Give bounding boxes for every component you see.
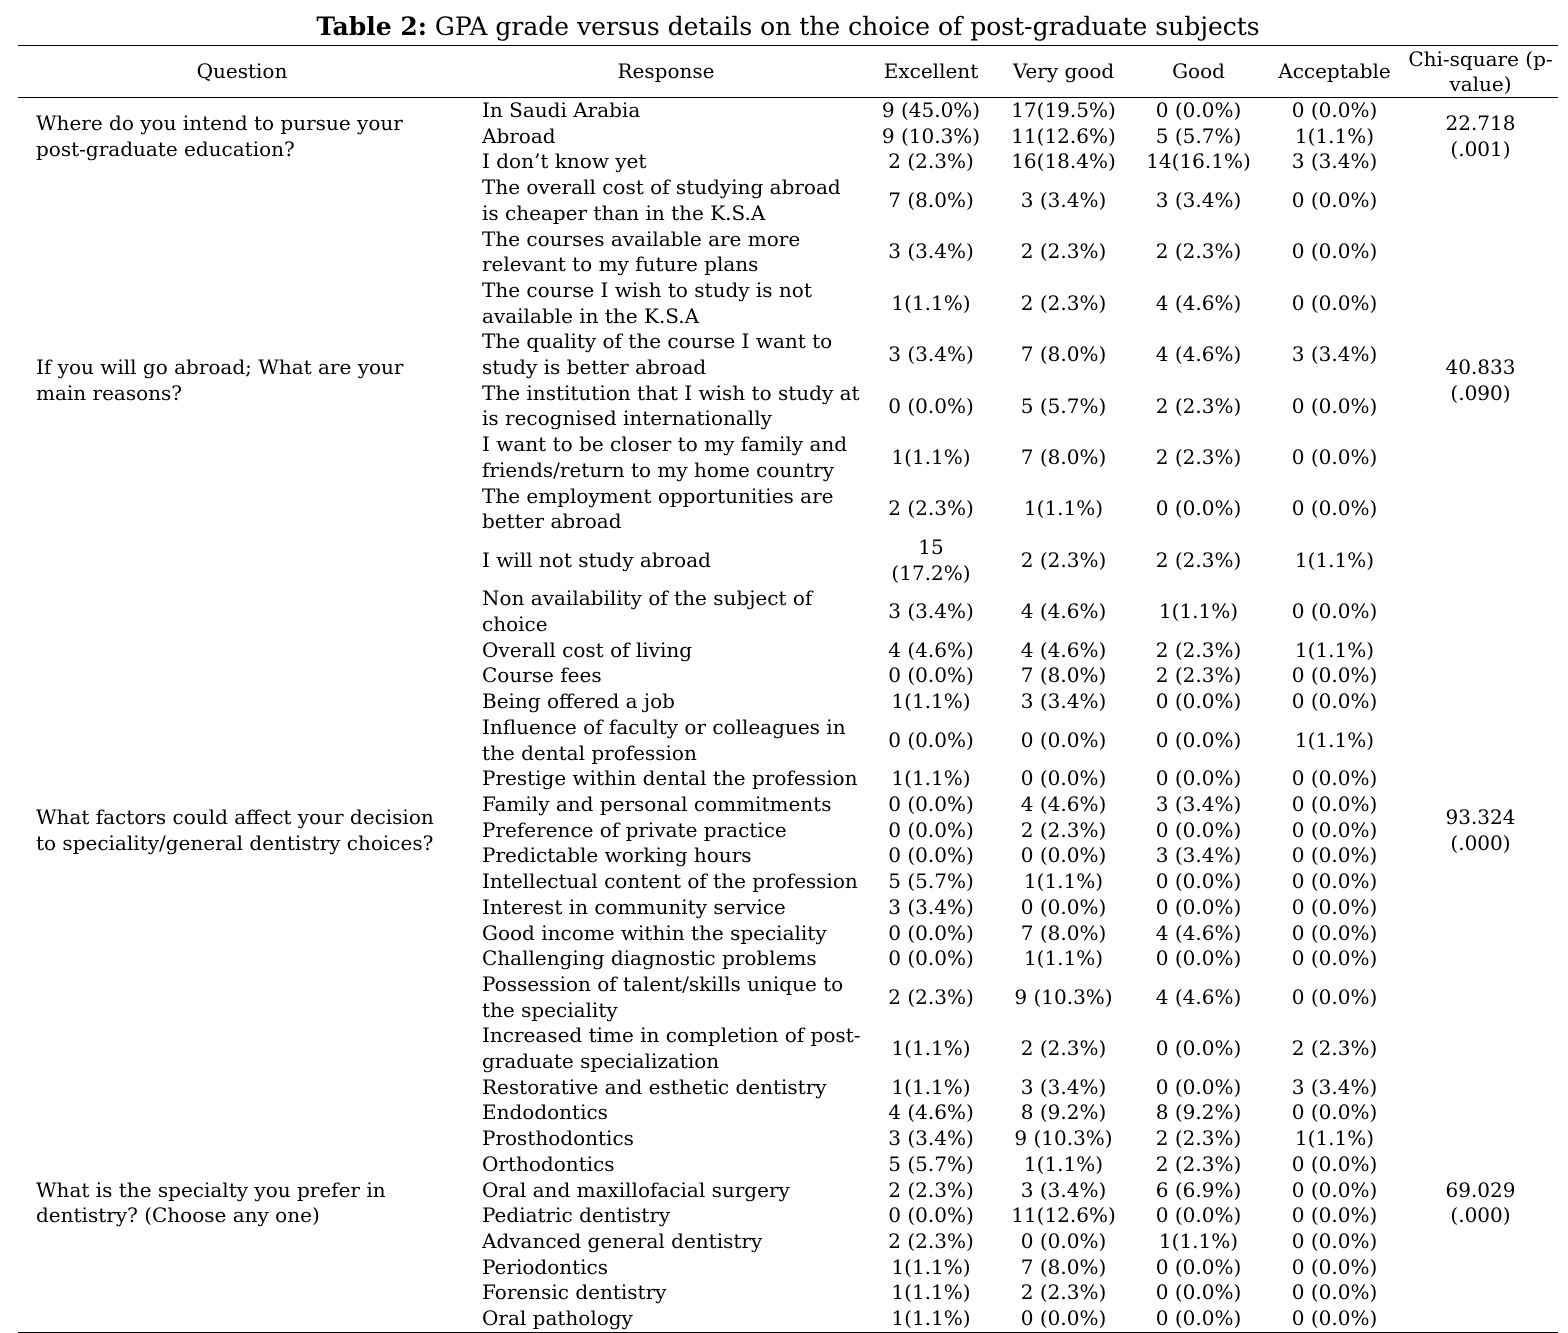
value-cell-very-good: 1(1.1%) xyxy=(1023,496,1104,521)
response-cell: Forensic dentistry xyxy=(482,1280,667,1305)
value-cell-very-good: 4 (4.6%) xyxy=(1020,599,1107,624)
response-cell: I don’t know yet xyxy=(482,149,647,174)
value-cell-acceptable: 0 (0.0%) xyxy=(1291,663,1378,688)
response-cell: Pediatric dentistry xyxy=(482,1203,671,1228)
value-cell-good: 1(1.1%) xyxy=(1158,1228,1239,1253)
value-cell-excellent: 1(1.1%) xyxy=(891,766,971,791)
value-cell-acceptable: 0 (0.0%) xyxy=(1291,599,1378,624)
value-cell-very-good: 2 (2.3%) xyxy=(1020,1036,1107,1061)
value-cell-very-good: 7 (8.0%) xyxy=(1020,920,1107,945)
value-cell-excellent: 3 (3.4%) xyxy=(888,239,974,264)
value-cell-acceptable: 1(1.1%) xyxy=(1294,547,1375,572)
value-cell-acceptable: 0 (0.0%) xyxy=(1291,920,1378,945)
response-cell: Advanced general dentistry xyxy=(482,1228,763,1253)
value-cell-good: 0 (0.0%) xyxy=(1155,496,1242,521)
header-response: Response xyxy=(617,58,715,83)
response-cell: I will not study abroad xyxy=(482,547,711,572)
value-cell-good: 0 (0.0%) xyxy=(1155,817,1242,842)
value-cell-excellent: 2 (2.3%) xyxy=(888,984,974,1009)
value-cell-very-good: 2 (2.3%) xyxy=(1020,547,1107,572)
response-cell: Periodontics xyxy=(482,1254,609,1279)
header-very-good: Very good xyxy=(1012,58,1115,83)
p-value: (.000) xyxy=(1450,830,1511,855)
response-cell: Orthodontics xyxy=(482,1151,615,1176)
value-cell-very-good: 11(12.6%) xyxy=(1011,1203,1116,1228)
value-cell-excellent: 3 (3.4%) xyxy=(888,1126,974,1151)
table-row xyxy=(18,98,1558,124)
value-cell-good: 2 (2.3%) xyxy=(1155,239,1242,264)
value-cell-good: 14(16.1%) xyxy=(1146,149,1251,174)
value-cell-acceptable: 1(1.1%) xyxy=(1294,727,1375,752)
table-body xyxy=(18,98,1558,1333)
value-cell-excellent: 2 (2.3%) xyxy=(888,149,974,174)
value-cell-acceptable: 0 (0.0%) xyxy=(1291,98,1378,122)
p-value: (.000) xyxy=(1450,1203,1511,1228)
value-cell-good: 0 (0.0%) xyxy=(1155,869,1242,894)
value-cell-excellent: 2 (2.3%) xyxy=(888,1177,974,1202)
value-cell-acceptable: 0 (0.0%) xyxy=(1291,843,1378,868)
response-cell: Challenging diagnostic problems xyxy=(482,946,817,971)
value-cell-excellent: 1(1.1%) xyxy=(891,1280,971,1305)
value-cell-acceptable: 0 (0.0%) xyxy=(1291,444,1378,469)
value-cell-acceptable: 0 (0.0%) xyxy=(1291,187,1378,212)
value-cell-good: 0 (0.0%) xyxy=(1155,727,1242,752)
value-cell-good: 3 (3.4%) xyxy=(1155,187,1242,212)
value-cell-very-good: 3 (3.4%) xyxy=(1020,1177,1107,1202)
value-cell-excellent: 0 (0.0%) xyxy=(888,1203,974,1228)
value-cell-good: 6 (6.9%) xyxy=(1155,1177,1242,1202)
value-cell-acceptable: 0 (0.0%) xyxy=(1291,791,1378,816)
value-cell-excellent: 15 (17.2%) xyxy=(891,534,971,585)
value-cell-good: 5 (5.7%) xyxy=(1155,123,1242,148)
response-cell: The institution that I wish to study at is recognised internationally xyxy=(482,380,860,431)
value-cell-excellent: 1(1.1%) xyxy=(891,1306,971,1331)
value-cell-excellent: 0 (0.0%) xyxy=(888,727,974,752)
value-cell-good: 0 (0.0%) xyxy=(1155,689,1242,714)
value-cell-acceptable: 0 (0.0%) xyxy=(1291,1228,1378,1253)
value-cell-very-good: 8 (9.2%) xyxy=(1020,1100,1107,1125)
value-cell-excellent: 0 (0.0%) xyxy=(888,946,974,971)
value-cell-excellent: 3 (3.4%) xyxy=(888,342,974,367)
value-cell-very-good: 2 (2.3%) xyxy=(1020,239,1107,264)
value-cell-good: 4 (4.6%) xyxy=(1155,920,1242,945)
value-cell-excellent: 2 (2.3%) xyxy=(888,496,974,521)
value-cell-excellent: 0 (0.0%) xyxy=(888,817,974,842)
chi-square-value: 22.718 xyxy=(1445,110,1516,135)
question-cell: Where do you intend to pursue your post-graduate education? xyxy=(36,110,403,161)
value-cell-very-good: 9 (10.3%) xyxy=(1014,1126,1113,1151)
value-cell-excellent: 4 (4.6%) xyxy=(888,637,974,662)
value-cell-very-good: 0 (0.0%) xyxy=(1020,894,1107,919)
value-cell-very-good: 17(19.5%) xyxy=(1011,98,1116,122)
value-cell-acceptable: 1(1.1%) xyxy=(1294,637,1375,662)
value-cell-very-good: 7 (8.0%) xyxy=(1020,663,1107,688)
value-cell-acceptable: 0 (0.0%) xyxy=(1291,1254,1378,1279)
value-cell-excellent: 1(1.1%) xyxy=(891,1074,971,1099)
table-title-text: GPA grade versus details on the choice of post-graduate subjects xyxy=(434,12,1260,41)
value-cell-very-good: 2 (2.3%) xyxy=(1020,290,1107,315)
value-cell-very-good: 0 (0.0%) xyxy=(1020,727,1107,752)
value-cell-very-good: 4 (4.6%) xyxy=(1020,637,1107,662)
value-cell-excellent: 1(1.1%) xyxy=(891,1036,971,1061)
value-cell-acceptable: 0 (0.0%) xyxy=(1291,1100,1378,1125)
value-cell-very-good: 16(18.4%) xyxy=(1011,149,1116,174)
table-row xyxy=(18,586,1558,637)
value-cell-good: 2 (2.3%) xyxy=(1155,393,1242,418)
chi-square-cell xyxy=(1403,586,1558,1074)
value-cell-excellent: 9 (45.0%) xyxy=(881,98,981,122)
value-cell-very-good: 7 (8.0%) xyxy=(1020,1254,1107,1279)
value-cell-acceptable: 0 (0.0%) xyxy=(1291,1306,1378,1331)
value-cell-good: 0 (0.0%) xyxy=(1155,1280,1242,1305)
value-cell-excellent: 9 (10.3%) xyxy=(881,123,981,148)
response-cell: Increased time in completion of post-graduate specialization xyxy=(482,1023,861,1074)
header-chi-square: Chi-square (p-value) xyxy=(1408,46,1553,96)
value-cell-acceptable: 3 (3.4%) xyxy=(1291,342,1378,367)
header-question: Question xyxy=(196,58,288,83)
response-cell: Interest in community service xyxy=(482,894,786,919)
value-cell-excellent: 0 (0.0%) xyxy=(888,920,974,945)
value-cell-good: 0 (0.0%) xyxy=(1155,766,1242,791)
value-cell-excellent: 3 (3.4%) xyxy=(888,599,974,624)
value-cell-excellent: 5 (5.7%) xyxy=(888,1151,974,1176)
chi-square-cell xyxy=(1403,1075,1558,1333)
results-table xyxy=(18,45,1558,1333)
value-cell-excellent: 0 (0.0%) xyxy=(888,663,974,688)
value-cell-acceptable: 2 (2.3%) xyxy=(1291,1036,1378,1061)
response-cell: Predictable working hours xyxy=(482,843,752,868)
p-value: (.090) xyxy=(1450,380,1511,405)
value-cell-good: 0 (0.0%) xyxy=(1155,1036,1242,1061)
value-cell-very-good: 3 (3.4%) xyxy=(1020,187,1107,212)
value-cell-very-good: 0 (0.0%) xyxy=(1020,1228,1107,1253)
value-cell-very-good: 7 (8.0%) xyxy=(1020,342,1107,367)
value-cell-acceptable: 0 (0.0%) xyxy=(1291,817,1378,842)
value-cell-very-good: 0 (0.0%) xyxy=(1020,843,1107,868)
value-cell-excellent: 1(1.1%) xyxy=(891,1254,971,1279)
value-cell-excellent: 0 (0.0%) xyxy=(888,791,974,816)
value-cell-good: 0 (0.0%) xyxy=(1155,1203,1242,1228)
value-cell-good: 4 (4.6%) xyxy=(1155,342,1242,367)
value-cell-acceptable: 0 (0.0%) xyxy=(1291,894,1378,919)
value-cell-excellent: 0 (0.0%) xyxy=(888,393,974,418)
value-cell-good: 4 (4.6%) xyxy=(1155,984,1242,1009)
value-cell-good: 3 (3.4%) xyxy=(1155,843,1242,868)
question-cell: What is the specialty you prefer in dentistry? (Choose any one) xyxy=(36,1177,386,1228)
value-cell-very-good: 2 (2.3%) xyxy=(1020,1280,1107,1305)
value-cell-excellent: 5 (5.7%) xyxy=(888,869,974,894)
value-cell-good: 0 (0.0%) xyxy=(1155,894,1242,919)
response-cell: The overall cost of studying abroad is cheaper than in the K.S.A xyxy=(482,175,841,225)
value-cell-good: 0 (0.0%) xyxy=(1155,1254,1242,1279)
chi-square-value: 40.833 xyxy=(1445,355,1516,380)
value-cell-acceptable: 0 (0.0%) xyxy=(1291,689,1378,714)
value-cell-excellent: 1(1.1%) xyxy=(891,290,971,315)
response-cell: Abroad xyxy=(482,123,556,148)
value-cell-good: 3 (3.4%) xyxy=(1155,791,1242,816)
value-cell-very-good: 4 (4.6%) xyxy=(1020,791,1107,816)
response-cell: The courses available are more relevant to my future plans xyxy=(482,226,801,277)
value-cell-acceptable: 3 (3.4%) xyxy=(1291,1074,1378,1099)
value-cell-acceptable: 0 (0.0%) xyxy=(1291,393,1378,418)
value-cell-excellent: 4 (4.6%) xyxy=(888,1100,974,1125)
response-cell: Intellectual content of the profession xyxy=(482,869,858,894)
header-good: Good xyxy=(1172,58,1225,83)
header-row xyxy=(18,46,1558,98)
value-cell-excellent: 7 (8.0%) xyxy=(888,187,974,212)
value-cell-good: 0 (0.0%) xyxy=(1155,98,1242,122)
value-cell-acceptable: 0 (0.0%) xyxy=(1291,1151,1378,1176)
value-cell-good: 2 (2.3%) xyxy=(1155,637,1242,662)
value-cell-very-good: 0 (0.0%) xyxy=(1020,766,1107,791)
value-cell-acceptable: 0 (0.0%) xyxy=(1291,1203,1378,1228)
chi-square-value: 93.324 xyxy=(1445,804,1516,829)
value-cell-acceptable: 0 (0.0%) xyxy=(1291,984,1378,1009)
value-cell-acceptable: 0 (0.0%) xyxy=(1291,869,1378,894)
value-cell-excellent: 1(1.1%) xyxy=(891,689,971,714)
value-cell-good: 2 (2.3%) xyxy=(1155,444,1242,469)
value-cell-good: 2 (2.3%) xyxy=(1155,1126,1242,1151)
value-cell-good: 2 (2.3%) xyxy=(1155,547,1242,572)
response-cell: Non availability of the subject of choice xyxy=(482,586,813,637)
value-cell-excellent: 3 (3.4%) xyxy=(888,894,974,919)
question-cell: What factors could affect your decision to speciality/general dentistry choices? xyxy=(36,804,434,855)
header-acceptable: Acceptable xyxy=(1278,58,1391,83)
value-cell-acceptable: 1(1.1%) xyxy=(1294,1126,1375,1151)
value-cell-very-good: 3 (3.4%) xyxy=(1020,689,1107,714)
value-cell-acceptable: 0 (0.0%) xyxy=(1291,496,1378,521)
response-cell: Possession of talent/skills unique to the speciality xyxy=(482,971,844,1022)
value-cell-good: 0 (0.0%) xyxy=(1155,1074,1242,1099)
response-cell: Good income within the speciality xyxy=(482,920,827,945)
response-cell: The employment opportunities are better abroad xyxy=(482,483,834,534)
response-cell: Prestige within dental the profession xyxy=(482,766,858,791)
value-cell-acceptable: 3 (3.4%) xyxy=(1291,149,1378,174)
response-cell: Prosthodontics xyxy=(482,1126,634,1151)
value-cell-very-good: 1(1.1%) xyxy=(1023,946,1104,971)
response-cell: Preference of private practice xyxy=(482,817,787,842)
value-cell-very-good: 2 (2.3%) xyxy=(1020,817,1107,842)
value-cell-very-good: 1(1.1%) xyxy=(1023,1151,1104,1176)
value-cell-acceptable: 1(1.1%) xyxy=(1294,123,1375,148)
value-cell-very-good: 7 (8.0%) xyxy=(1020,444,1107,469)
value-cell-acceptable: 0 (0.0%) xyxy=(1291,766,1378,791)
response-cell: Oral pathology xyxy=(482,1306,633,1331)
chi-square-cell xyxy=(1403,98,1558,176)
value-cell-good: 4 (4.6%) xyxy=(1155,290,1242,315)
value-cell-good: 2 (2.3%) xyxy=(1155,663,1242,688)
value-cell-good: 8 (9.2%) xyxy=(1155,1100,1242,1125)
value-cell-very-good: 1(1.1%) xyxy=(1023,869,1104,894)
value-cell-good: 0 (0.0%) xyxy=(1155,946,1242,971)
chi-square-cell xyxy=(1403,175,1558,586)
response-cell: The course I wish to study is not available in the K.S.A xyxy=(482,277,812,328)
response-cell: The quality of the course I want to study is better abroad xyxy=(482,329,833,380)
response-cell: Overall cost of living xyxy=(482,637,693,662)
response-cell: Family and personal commitments xyxy=(482,791,832,816)
chi-square-value: 69.029 xyxy=(1445,1177,1516,1202)
response-cell: Endodontics xyxy=(482,1100,608,1125)
value-cell-very-good: 9 (10.3%) xyxy=(1014,984,1113,1009)
value-cell-excellent: 1(1.1%) xyxy=(891,444,971,469)
value-cell-acceptable: 0 (0.0%) xyxy=(1291,290,1378,315)
table-title xyxy=(0,12,1568,42)
header-excellent: Excellent xyxy=(883,58,979,83)
value-cell-very-good: 11(12.6%) xyxy=(1011,123,1116,148)
value-cell-good: 1(1.1%) xyxy=(1158,599,1239,624)
value-cell-excellent: 2 (2.3%) xyxy=(888,1228,974,1253)
response-cell: Being offered a job xyxy=(482,689,675,714)
question-cell: If you will go abroad; What are your main reasons? xyxy=(36,355,404,405)
p-value: (.001) xyxy=(1450,136,1511,161)
value-cell-very-good: 3 (3.4%) xyxy=(1020,1074,1107,1099)
value-cell-acceptable: 0 (0.0%) xyxy=(1291,946,1378,971)
table-title-label: Table 2: xyxy=(316,12,427,41)
table-row xyxy=(18,1075,1558,1101)
response-cell: Course fees xyxy=(482,663,602,688)
response-cell: I want to be closer to my family and friends/return to my home country xyxy=(482,432,848,482)
value-cell-good: 0 (0.0%) xyxy=(1155,1306,1242,1331)
value-cell-very-good: 0 (0.0%) xyxy=(1020,1306,1107,1331)
value-cell-acceptable: 0 (0.0%) xyxy=(1291,1177,1378,1202)
table-row xyxy=(18,175,1558,226)
value-cell-excellent: 0 (0.0%) xyxy=(888,843,974,868)
response-cell: In Saudi Arabia xyxy=(482,98,641,122)
value-cell-acceptable: 0 (0.0%) xyxy=(1291,1280,1378,1305)
response-cell: Oral and maxillofacial surgery xyxy=(482,1177,790,1202)
value-cell-acceptable: 0 (0.0%) xyxy=(1291,239,1378,264)
value-cell-very-good: 5 (5.7%) xyxy=(1020,393,1107,418)
response-cell: Restorative and esthetic dentistry xyxy=(482,1074,827,1099)
response-cell: Influence of faculty or colleagues in the dental profession xyxy=(482,714,846,765)
value-cell-good: 2 (2.3%) xyxy=(1155,1151,1242,1176)
